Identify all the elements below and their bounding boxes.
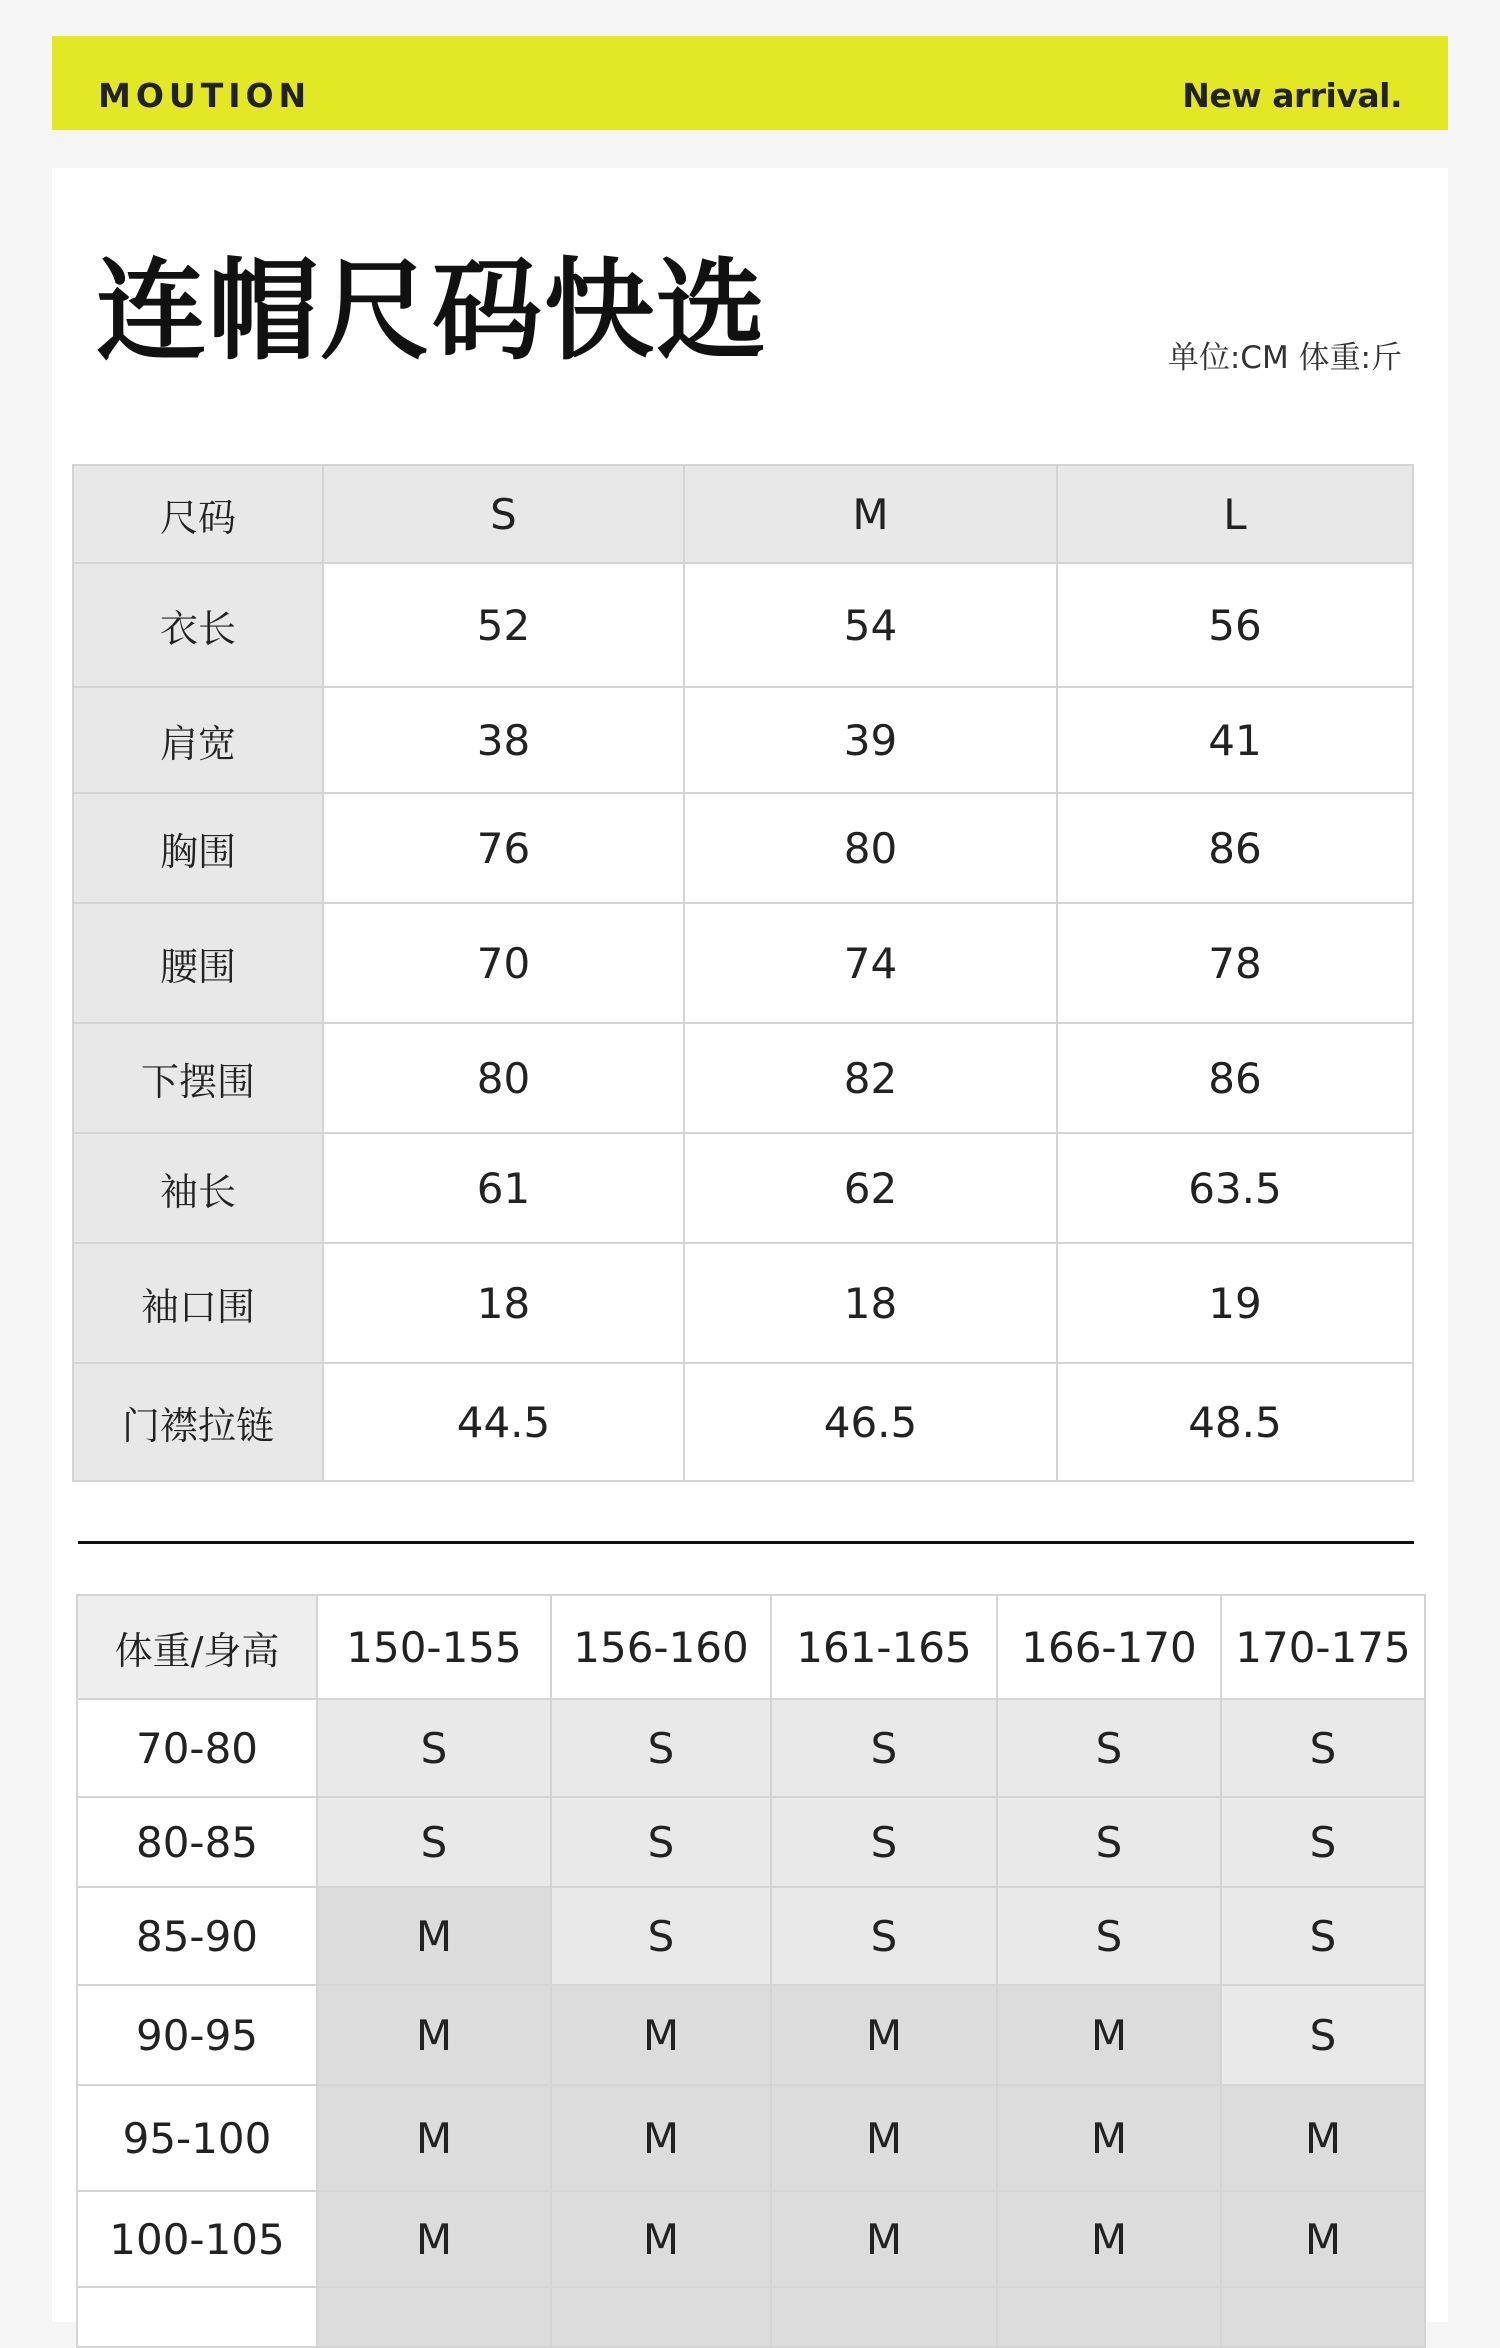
- fit-recommendation-table: [76, 1594, 1426, 2348]
- table-row: [73, 903, 1413, 1023]
- table-row: [73, 563, 1413, 687]
- size-cell: S: [1221, 1887, 1425, 1985]
- measurement-header-row: [73, 465, 1413, 563]
- table-cell: 78: [1057, 903, 1413, 1023]
- height-header: 150-155: [317, 1595, 551, 1699]
- fit-header-row: [77, 1595, 1425, 1699]
- size-guide-card: [52, 168, 1448, 2322]
- table-cell: 70: [323, 903, 684, 1023]
- table-row: [73, 1133, 1413, 1243]
- table-row: [73, 1023, 1413, 1133]
- size-cell: M: [771, 2191, 997, 2287]
- table-row: [73, 1363, 1413, 1481]
- table-row: [77, 1699, 1425, 1797]
- weight-label: 70-80: [77, 1699, 317, 1797]
- size-cell: S: [1221, 1699, 1425, 1797]
- height-header: 166-170: [997, 1595, 1221, 1699]
- size-header-l: L: [1057, 465, 1413, 563]
- size-cell: S: [771, 1699, 997, 1797]
- table-cell: 52: [323, 563, 684, 687]
- table-cell: 54: [684, 563, 1057, 687]
- size-cell: M: [317, 1887, 551, 1985]
- table-row: [73, 1243, 1413, 1363]
- size-cell: S: [771, 1887, 997, 1985]
- table-cell: 82: [684, 1023, 1057, 1133]
- table-cell: 39: [684, 687, 1057, 793]
- table-row: [73, 687, 1413, 793]
- table-cell: 80: [684, 793, 1057, 903]
- row-label: 门襟拉链: [73, 1363, 323, 1481]
- page-title: 连帽尺码快选: [96, 247, 768, 375]
- size-header-m: M: [684, 465, 1057, 563]
- size-cell: M: [771, 2085, 997, 2191]
- table-cell: 86: [1057, 793, 1413, 903]
- height-header: 156-160: [551, 1595, 771, 1699]
- size-cell: M: [771, 1985, 997, 2085]
- row-label: 下摆围: [73, 1023, 323, 1133]
- section-divider: [78, 1541, 1414, 1544]
- table-cell: 61: [323, 1133, 684, 1243]
- size-cell: M: [1221, 2085, 1425, 2191]
- size-cell: M: [317, 2085, 551, 2191]
- weight-label: 100-105: [77, 2191, 317, 2287]
- size-cell: S: [551, 1797, 771, 1887]
- table-cell: 18: [684, 1243, 1057, 1363]
- table-cell: 56: [1057, 563, 1413, 687]
- row-label: 袖口围: [73, 1243, 323, 1363]
- size-cell: S: [1221, 1985, 1425, 2085]
- row-label: 腰围: [73, 903, 323, 1023]
- weight-height-corner-cell: 体重/身高: [77, 1595, 317, 1699]
- weight-label: 95-100: [77, 2085, 317, 2191]
- size-header-s: S: [323, 465, 684, 563]
- table-cell: 19: [1057, 1243, 1413, 1363]
- row-label: 胸围: [73, 793, 323, 903]
- table-cell: 38: [323, 687, 684, 793]
- table-cell: 62: [684, 1133, 1057, 1243]
- table-cell: 18: [323, 1243, 684, 1363]
- size-cell: S: [551, 1699, 771, 1797]
- weight-label: 90-95: [77, 1985, 317, 2085]
- tagline: New arrival.: [1182, 76, 1402, 115]
- unit-note: 单位:CM 体重:斤: [1167, 340, 1402, 376]
- measurement-table: [72, 464, 1414, 1482]
- table-cell: 41: [1057, 687, 1413, 793]
- table-row: [77, 1797, 1425, 1887]
- table-cell: 74: [684, 903, 1057, 1023]
- size-cell: M: [551, 2191, 771, 2287]
- size-cell: M: [317, 1985, 551, 2085]
- height-header: 161-165: [771, 1595, 997, 1699]
- table-cell: 63.5: [1057, 1133, 1413, 1243]
- table-row: [77, 1887, 1425, 1985]
- size-cell: M: [1221, 2191, 1425, 2287]
- size-cell: S: [997, 1887, 1221, 1985]
- size-cell: S: [317, 1797, 551, 1887]
- size-cell: M: [317, 2191, 551, 2287]
- size-cell: S: [997, 1699, 1221, 1797]
- brand-logo: MOUTION: [98, 76, 312, 115]
- size-cell: S: [317, 1699, 551, 1797]
- size-cell: S: [997, 1797, 1221, 1887]
- weight-label: 80-85: [77, 1797, 317, 1887]
- row-label: 衣长: [73, 563, 323, 687]
- size-cell: M: [551, 1985, 771, 2085]
- size-cell: S: [551, 1887, 771, 1985]
- table-row: [77, 1985, 1425, 2085]
- brand-banner: [52, 36, 1448, 130]
- size-cell: S: [771, 1797, 997, 1887]
- table-row-partial: [77, 2287, 1425, 2347]
- table-cell: 48.5: [1057, 1363, 1413, 1481]
- size-corner-cell: 尺码: [73, 465, 323, 563]
- table-row: [73, 793, 1413, 903]
- size-cell: M: [997, 2191, 1221, 2287]
- weight-label: 85-90: [77, 1887, 317, 1985]
- size-cell: S: [1221, 1797, 1425, 1887]
- table-cell: 80: [323, 1023, 684, 1133]
- size-cell: M: [551, 2085, 771, 2191]
- size-cell: M: [997, 1985, 1221, 2085]
- height-header: 170-175: [1221, 1595, 1425, 1699]
- table-row: [77, 2085, 1425, 2191]
- row-label: 袖长: [73, 1133, 323, 1243]
- row-label: 肩宽: [73, 687, 323, 793]
- table-cell: 76: [323, 793, 684, 903]
- size-cell: M: [997, 2085, 1221, 2191]
- table-row: [77, 2191, 1425, 2287]
- table-cell: 46.5: [684, 1363, 1057, 1481]
- table-cell: 86: [1057, 1023, 1413, 1133]
- table-cell: 44.5: [323, 1363, 684, 1481]
